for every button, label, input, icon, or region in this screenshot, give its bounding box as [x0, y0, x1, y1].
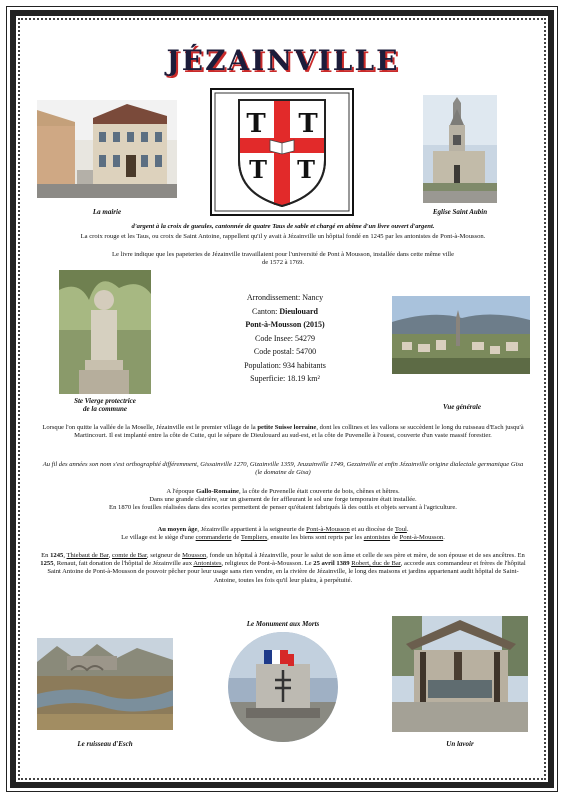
paragraph-gallo-romaine: A l'époque Gallo-Romaine, la côte de Puvenelle était couverte de bois, chênes et hêtres. Dans une grande clairière, sur un gisement de fer affleurant le sol une forge temporaire était installée. En 1870 les fouilles réalisées dans des scories permettent de penser qu'étaient fabriqués là des outils et objets servant à l'agriculture.	[109, 488, 457, 512]
vue-caption: Vue générale	[443, 403, 481, 411]
monument-photo	[228, 632, 338, 742]
coat-of-arms-frame	[210, 88, 354, 216]
blazon-motto: d'argent à la croix de gueules, cantonnée de quatre Taus de sable et chargé en abîme d'un livre ouvert d'argent.	[131, 223, 435, 230]
lavoir-caption: Un lavoir	[446, 740, 474, 748]
info-population: Population: 934 habitants	[244, 360, 326, 370]
coat-of-arms	[212, 90, 352, 214]
eglise-caption: Eglise Saint Aubin	[432, 208, 488, 216]
commune-info	[190, 291, 380, 386]
lavoir-photo	[392, 616, 528, 732]
tau-top-right: T	[298, 109, 318, 139]
ruisseau-photo	[37, 638, 173, 730]
tau-top-left: T	[246, 109, 266, 139]
eglise-photo	[423, 95, 497, 203]
paragraph-name-history: Au fil des années son nom s'est orthographié différemment, Gissainville 1270, Gizainville 1359, Jeuzainville 1749, Gezainville et enfin Jézainville origine dialectale germanique Gisa (le domaine de Gisa)	[42, 461, 524, 477]
paragraph-hopital: En 1245, Thiebaut de Bar, comte de Bar, seigneur de Mousson, fonde un hôpital à Jézainville, pour le salut de son âme et celle de ses père et mère, de son épouse et de ses ancêtres. En 1255, Renaut, fait donation de l'hôpital de Jézainville aux Antonistes, religieux de Pont-à-Mousson. Le 25 avril 1389 Robert, duc de Bar, accorde aux commandeur et frères de l'hôpital Saint Antoine de Pont-à-Mousson de pouvoir pêcher pour leur usage sans rien vendre, en la rivière de Jézainville, le long des maisons et jardins appartenant audit hôpital de Saint-Antoine, toutes les fois qu'il leur plaira, à perpétuité.	[40, 552, 526, 584]
ruisseau-caption: Le ruisseau d'Esch	[77, 740, 133, 748]
vierge-caption-1: Ste Vierge protectrice	[74, 397, 136, 405]
paragraph-location: Lorsque l'on quitte la vallée de la Moselle, Jézainville est le premier village de la petite Suisse lorraine, dont les collines et les vallons se succèdent le long du ruisseau d'Esch jusqu'à Martincourt. Il est implanté entre la côte de Cuite, qui le sépare de Dieulouard au sud-est, et la côte de Puvenelle à l'ouest, couverte d'un vaste massif forestier.	[42, 424, 524, 440]
vierge-caption-2: de la commune	[83, 405, 127, 413]
info-pam: Pont-à-Mousson (2015)	[245, 320, 325, 329]
info-insee: Code Insee: 54279	[255, 333, 315, 343]
mairie-photo	[37, 100, 177, 198]
page-title: JÉZAINVILLE	[166, 44, 400, 77]
tau-bottom-right: T	[297, 155, 315, 184]
tau-bottom-left: T	[249, 155, 267, 184]
info-arrondissement: Arrondissement: Nancy	[246, 293, 324, 302]
monument-caption: Le Monument aux Morts	[246, 620, 320, 628]
blazon-text-2: Le livre indique que les papeteries de Jézainville travaillaient pour l'université de Pont à Mousson, installée dans cette même ville de 1572 à 1769.	[111, 251, 455, 267]
vierge-photo	[59, 270, 151, 394]
blazon-text-1: La croix rouge et les Taus, ou croix de Saint Antoine, rappellent qu'il y avait à Jézainville un hôpital fondé en 1245 par les antonistes de Pont-à-Mousson.	[80, 233, 486, 240]
vue-generale-photo	[392, 296, 530, 374]
mairie-caption: La mairie	[92, 208, 122, 216]
info-postal: Code postal: 54700	[253, 347, 317, 356]
info-canton: Canton: Dieulouard	[251, 306, 318, 316]
info-superficie: Superficie: 18.19 km²	[250, 374, 320, 383]
paragraph-moyen-age: Au moyen âge, Jézainville appartient à la seigneurie de Pont-à-Mousson et au diocèse de Toul. Le village est le siège d'une commanderie de Templiers, ensuite les biens sont repris par les antonistes de Pont-à-Mousson.	[121, 526, 445, 542]
